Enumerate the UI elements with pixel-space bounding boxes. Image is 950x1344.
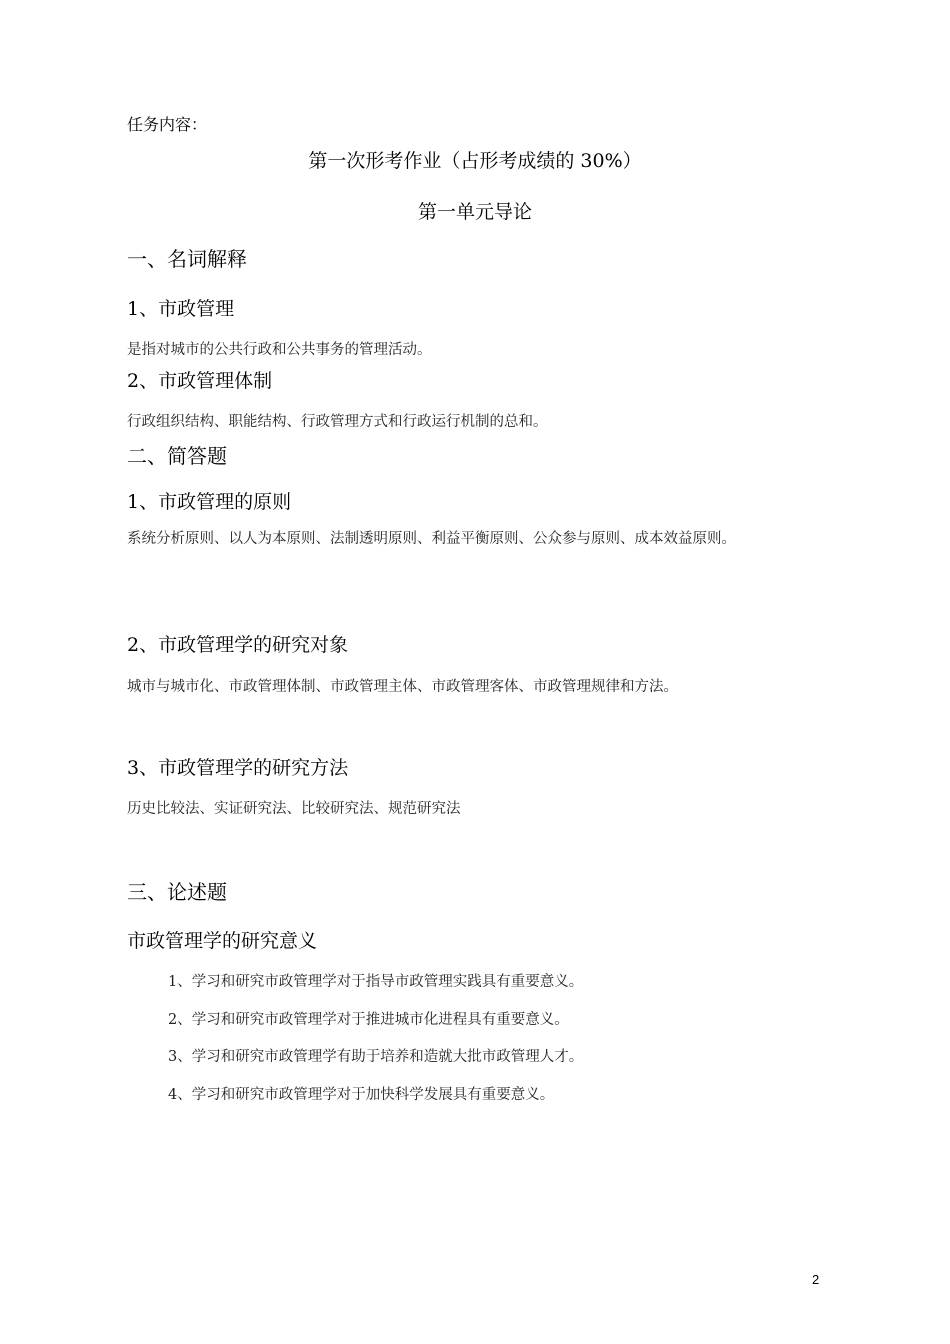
term-title: 2、市政管理体制	[127, 370, 273, 392]
essay-point: 3、学习和研究市政管理学有助于培养和造就大批市政管理人才。	[168, 1049, 584, 1065]
question-answer: 历史比较法、实证研究法、比较研究法、规范研究法	[127, 801, 461, 817]
essay-point: 1、学习和研究市政管理学对于指导市政管理实践具有重要意义。	[168, 974, 584, 990]
assignment-title: 第一次形考作业（占形考成绩的 30%）	[308, 150, 642, 172]
question-title: 2、市政管理学的研究对象	[127, 634, 349, 656]
term-title: 1、市政管理	[127, 298, 235, 320]
essay-question: 市政管理学的研究意义	[127, 930, 318, 952]
section-heading-short-answer: 二、简答题	[127, 444, 227, 468]
term-answer: 是指对城市的公共行政和公共事务的管理活动。	[127, 342, 432, 358]
section-heading-essay: 三、论述题	[127, 880, 227, 904]
unit-title: 第一单元导论	[417, 201, 532, 223]
essay-point: 4、学习和研究市政管理学对于加快科学发展具有重要意义。	[168, 1087, 555, 1103]
question-answer: 系统分析原则、以人为本原则、法制透明原则、利益平衡原则、公众参与原则、成本效益原则。	[127, 531, 736, 547]
intro-label: 任务内容：	[127, 115, 208, 134]
question-answer: 城市与城市化、市政管理体制、市政管理主体、市政管理客体、市政管理规律和方法。	[127, 679, 678, 695]
page-number: 2	[812, 1272, 820, 1287]
question-title: 3、市政管理学的研究方法	[127, 757, 349, 779]
question-title: 1、市政管理的原则	[127, 491, 292, 513]
term-answer: 行政组织结构、职能结构、行政管理方式和行政运行机制的总和。	[127, 414, 548, 430]
essay-point: 2、学习和研究市政管理学对于推进城市化进程具有重要意义。	[168, 1012, 569, 1028]
section-heading-terms: 一、名词解释	[127, 247, 247, 271]
